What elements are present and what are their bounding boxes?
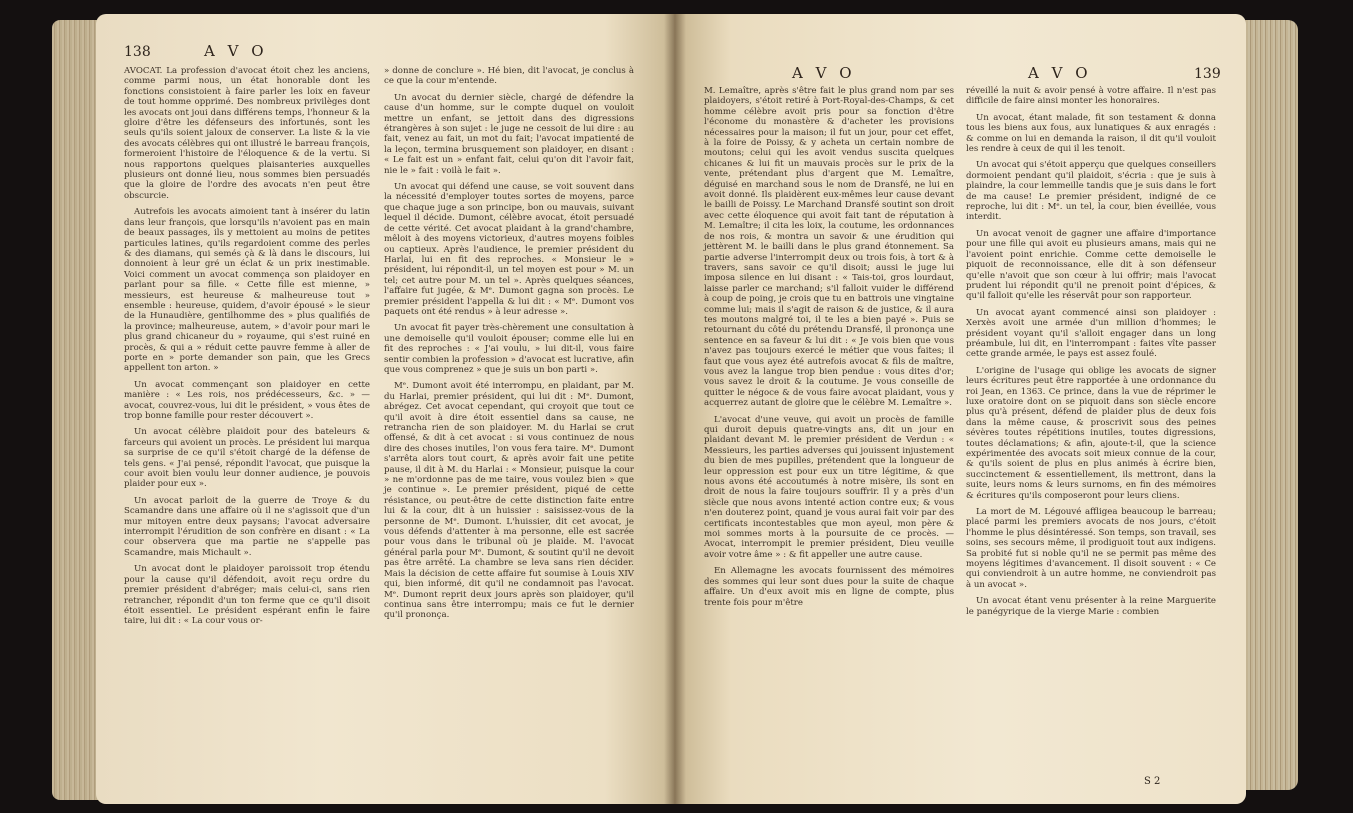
running-head-right-1: A V O bbox=[792, 64, 856, 82]
paragraph: AVOCAT. La profession d'avocat étoit chez les anciens, comme parmi nous, un état honorable dont les fonctions consistoient à faire parler les loix en faveur de tout homme opprimé. Des nombreux privilèges dont les avocats ont joui dans différens temps, l'honneur & la gloire d'être les défenseurs des infortunés, sont les seuls qu'ils soient jaloux de conserver. La liste & la vie des avocats célèbres qui ont illustré le barreau françois, formeroient l'histoire de l'éloquence & de la vertu. Si nous rapportons quelques plaisanteries auxquelles plusieurs ont donné lieu, nous sommes bien persuadés que la gloire de l'ordre des avocats n'en peut être obscurcie. bbox=[124, 66, 370, 201]
paragraph: réveillé la nuit & avoir pensé à votre affaire. Il n'est pas difficile de faire ainsi monter les honoraires. bbox=[966, 86, 1216, 107]
paragraph: Mᵉ. Dumont avoit été interrompu, en plaidant, par M. du Harlai, premier président, qui lui dit : Mᵉ. Dumont, abrégez. Cet avocat cependant, qui croyoit que tout ce qu'il avoit à dire étoit essentiel dans sa cause, ne retrancha rien de son plaidoyer. M. du Harlai se crut offensé, & dit à cet avocat : si vous continuez de nous dire des choses inutiles, l'on vous fera taire. Mᵉ. Dumont s'arrêta alors tout court, & après avoir fait une petite pause, il dit à M. du Harlai : « Monsieur, puisque la cour » ne m'ordonne pas de me taire, vous voulez bien » que je continue ». Le premier président, piqué de cette résistance, ou peut-être de cette distinction faite entre lui & la cour, dit à un huissier : saisissez-vous de la personne de Mᵉ. Dumont. L'huissier, dit cet avocat, je vous défends d'attenter à ma personne, elle est sacrée pour vous dans le tribunal où je plaide. M. l'avocat général parla pour Mᵉ. Dumont, & soutint qu'il ne devoit pas être arrêté. La chambre se leva sans rien décider. Mais la décision de cette affaire fut soumise à Louis XIV qui, bien informé, dit qu'il ne condamnoit pas l'avocat. Mᵉ. Dumont reprit deux jours après son plaidoyer, qu'il continua sans être interrompu; mais ce fut le dernier qu'il prononça. bbox=[384, 381, 634, 621]
paragraph: Un avocat du dernier siècle, chargé de défendre la cause d'un homme, sur le compte duquel on vouloit mettre un enfant, se jettoit dans des digressions étrangères à son sujet : le juge ne cessoit de lui dire : au fait, venez au fait, un mot du fait; l'avocat impatienté de la leçon, termina brusquement son plaidoyer, en disant : « Le fait est un » enfant fait, celui qu'on dit l'avoir fait, nie le » fait : voilà le fait ». bbox=[384, 92, 634, 176]
running-head-right-2: A V O bbox=[1028, 64, 1092, 82]
paragraph: M. Lemaître, après s'être fait le plus grand nom par ses plaidoyers, s'étoit retiré à Port-Royal-des-Champs, & cet homme célèbre avoit pris pour sa fonction d'être l'économe du monastère & d'acheter les provisions nécessaires pour la maison; il fut un jour, pour cet effet, à la foire de Poissy, & y acheta un certain nombre de moutons; celui qui les avoit vendus suscita quelques chicanes & lui fit un mauvais procès sur le prix de la vente, prétendant plus d'argent que M. Lemaître, déguisé en marchand sous le nom de Dransfé, ne lui en avoit donné. Ils plaidèrent eux-mêmes leur cause devant le bailli de Poissy. Le Marchand Dransfé soutint son droit avec cette éloquence qui avoit fait tant de réputation à M. Lemaître; il cita les loix, la coutume, les ordonnances de nos rois, & montra un savoir & une érudition qui jettèrent M. le bailli dans le plus grand étonnement. Sa partie adverse l'interrompit deux ou trois fois, à tort & à travers, sans savoir ce qu'il disoit; aussi le juge lui imposa silence en lui disant : « Tais-toi, gros lourdaut, laisse parler ce marchand; s'il falloit vuider le différend à coup de poing, je crois que tu en battrois une vingtaine comme lui; mais il s'agit de raison & de justice, & il aura tes moutons malgré toi, il te les a bien payé ». Puis se retournant du côté du prétendu Dransfé, il prononça une sentence en sa faveur & lui dit : « Je vois bien que vous n'avez pas toujours exercé le métier que vous faites; il faut que vous ayez été autrefois avocat & fils de maître, vous avez la langue trop bien pendue : vous dites d'or; vous savez le droit & la coutume. Je vous conseille de quitter le négoce & de vous faire avocat plaidant, vous y acquerrez autant de gloire que le célèbre M. Lemaître ». bbox=[704, 86, 954, 409]
right-column-1 bbox=[704, 86, 954, 776]
paragraph: Un avocat dont le plaidoyer paroissoit trop étendu pour la cause qu'il défendoit, avoit reçu ordre du premier président d'abréger; mais celui-ci, sans rien retrancher, répondit d'un ton ferme que ce qu'il disoit étoit essentiel. Le président espérant enfin le faire taire, lui dit : « La cour vous or- bbox=[124, 564, 370, 627]
page-number-right: 139 bbox=[1194, 66, 1221, 82]
paragraph: La mort de M. Légouvé affligea beaucoup le barreau; placé parmi les premiers avocats de nos jours, c'étoit l'homme le plus désintéressé. Son temps, son travail, ses soins, ses secours même, il prodiguoit tout aux indigens. Sa probité fut si noble qu'il ne se permit pas même des moyens légitimes d'avancement. Il disoit souvent : « Ce qui conviendroit à un autre homme, ne conviendroit pas à un avocat ». bbox=[966, 507, 1216, 590]
paragraph: Un avocat commençant son plaidoyer en cette manière : « Les rois, nos prédécesseurs, &c. » — avocat, couvrez-vous, lui dit le président, » vous êtes de trop bonne famille pour rester découvert ». bbox=[124, 379, 370, 421]
left-column-1 bbox=[124, 66, 370, 792]
paragraph: Un avocat ayant commencé ainsi son plaidoyer : Xerxès avoit une armée d'un million d'hommes; le président voyant qu'il s'alloit engager dans un long préambule, lui dit, en l'interrompant : faites vîte passer cette grande armée, le pays est assez foulé. bbox=[966, 307, 1216, 360]
paragraph: Un avocat fit payer très-chèrement une consultation à une demoiselle qu'il vouloit épouser; comme elle lui en fit des reproches : « J'ai voulu, » lui dit-il, vous faire sentir combien la profession » d'avocat est lucrative, afin que vous comprenez » que je suis un bon parti ». bbox=[384, 323, 634, 375]
left-column-2 bbox=[384, 66, 634, 792]
paragraph: Autrefois les avocats aimoient tant à insérer du latin dans leur françois, que lorsqu'ils n'avoient pas en main de beaux passages, ils y mettoient au moins de petites particules latines, qu'ils regardoient comme des perles & des diamans, qui semés çà & là dans le discours, lui donnoient à leur gré un éclat & un prix inestimable. Voici comment un avocat commença son plaidoyer en parlant pour sa fille. « Cette fille est mienne, » messieurs, est heureuse & malheureuse tout » ensemble : heureuse, quidem, d'avoir épousé » le sieur de la Hunaudière, gentilhomme des » plus qualifiés de la province; malheureuse, autem, » d'avoir pour mari le plus grand chicaneur du » royaume, qui s'est ruiné en procès, & qui a » réduit cette pauvre femme à aller de porte en » porte demander son pain, que les Grecs appellent ton arton. » bbox=[124, 207, 370, 374]
paragraph: L'avocat d'une veuve, qui avoit un procès de famille qui duroit depuis quatre-vingts ans, dit un jour en plaidant devant M. le premier président de Verdun : « Messieurs, les parties adverses qui jouissent injustement du bien de mes pupilles, prétendent que la longueur de leur oppression est pour eux un titre légitime, & que nous avons été accoutumés à notre misère, ils sont en droit de nous la faire toujours souffrir. Il y a près d'un siècle que nous avons intenté action contre eux; & vous n'en douterez point, quand je vous aurai fait voir par des certificats incontestables que mon ayeul, mon père & moi sommes morts à la poursuite de ce procès. — Avocat, interrompit le premier président, Dieu veuille avoir votre âme » : & fit appeller une autre cause. bbox=[704, 414, 954, 560]
running-head-left: A V O bbox=[204, 42, 268, 60]
paragraph: En Allemagne les avocats fournissent des mémoires des sommes qui leur sont dues pour la suite de chaque affaire. Un d'eux avoit mis en ligne de compte, plus trente fois pour m'être bbox=[704, 566, 954, 608]
paragraph: Un avocat étant venu présenter à la reine Marguerite le panégyrique de la vierge Marie : combien bbox=[966, 596, 1216, 617]
book-gutter bbox=[664, 14, 686, 804]
paragraph: Un avocat célèbre plaidoit pour des bateleurs & farceurs qui avoient un procès. Le président lui marqua sa surprise de ce qu'il s'étoit chargé de la défense de tels gens. « J'ai pensé, répondit l'avocat, que puisque la cour avoit bien voulu leur donner audience, je pouvois plaider pour eux ». bbox=[124, 427, 370, 490]
paragraph: Un avocat qui défend une cause, se voit souvent dans la nécessité d'employer toutes sortes de moyens, parce que chaque juge a son principe, bon ou mauvais, suivant lequel il décide. Dumont, célèbre avocat, étoit persuadé de cette vérité. Cet avocat plaidant à la grand'chambre, mêloit à des moyens victorieux, d'autres moyens foibles ou captieux. Après l'audience, le premier président du Harlai, lui en fit des reproches. « Monsieur le » président, lui répondit-il, un tel moyen est pour » M. un tel; cet autre pour M. un tel ». Après quelques séances, l'affaire fut jugée, & Mᵉ. Dumont gagna son procès. Le premier président l'appella & lui dit : « Mᵉ. Dumont vos paquets ont été rendus » à leur adresse ». bbox=[384, 182, 634, 317]
paragraph: » donne de conclure ». Hé bien, dit l'avocat, je conclus à ce que la cour m'entende. bbox=[384, 66, 634, 87]
paragraph: Un avocat venoit de gagner une affaire d'importance pour une fille qui avoit eu plusieurs amans, mais qui ne l'avoient point enrichie. Comme cette demoiselle le piquoit de reconnoissance, elle dit à son défenseur qu'elle n'avoit que son cœur à lui offrir; mais l'avocat prudent lui répondit qu'il ne prenoit point d'épices, & qu'il falloit qu'elle les réservât pour son rapporteur. bbox=[966, 228, 1216, 302]
paragraph: Un avocat qui s'étoit apperçu que quelques conseillers dormoient pendant qu'il plaidoit, s'écria : que je suis à plaindre, la cour lemmeille tandis que je suis dans le fort de ma cause! Le premier président, indigné de ce reproche, lui dit : Mᵉ. un tel, la cour, bien éveillée, vous interdit. bbox=[966, 160, 1216, 223]
page-number-left: 138 bbox=[124, 44, 151, 60]
paragraph: Un avocat, étant malade, fit son testament & donna tous les biens aux fous, aux lunatiques & aux enragés : & comme on lui en demanda la raison, il dit qu'il vouloit les rendre à ceux de qui il les tenoit. bbox=[966, 112, 1216, 155]
signature-mark: S 2 bbox=[1144, 776, 1161, 787]
paragraph: L'origine de l'usage qui oblige les avocats de signer leurs écritures peut être rapportée à une ordonnance du roi Jean, en 1363. Ce prince, dans la vue de réprimer le luxe oratoire dont on se piquoit dans son siècle encore plus qu'à présent, défend de plaider plus de deux fois dans la même cause, & proscrivit sous des peines sévères toutes répétitions inutiles, toutes digressions, toutes déclamations; & afin, ajoute-t-il, que la science expérimentée des avocats soit mieux connue de la cour, & qu'ils soient de plus en plus animés à écrire bien, succinctement & essentiellement, ils mettront, dans la suite, leurs noms & leurs surnoms, en fin des mémoires & écritures qu'ils composeront pour leurs cliens. bbox=[966, 365, 1216, 501]
right-column-2 bbox=[966, 86, 1216, 776]
right-page bbox=[674, 14, 1246, 804]
paragraph: Un avocat parloit de la guerre de Troye & du Scamandre dans une affaire où il ne s'agissoit que d'un mur mitoyen entre deux paysans; l'avocat adversaire interrompit l'érudition de son confrère en disant : « La cour observera que ma partie ne s'appelle pas Scamandre, mais Michault ». bbox=[124, 495, 370, 558]
left-page bbox=[96, 14, 674, 804]
